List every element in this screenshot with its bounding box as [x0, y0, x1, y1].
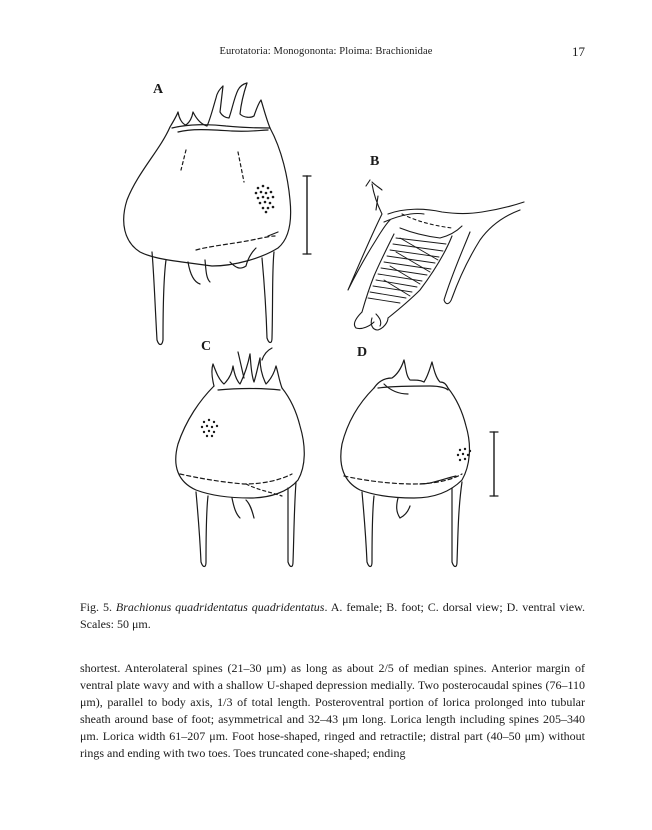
panel-b-drawing — [348, 180, 524, 330]
panel-c-drawing — [176, 348, 305, 567]
panel-a-drawing — [124, 83, 311, 345]
page-number: 17 — [572, 44, 585, 59]
caption-description: . A. female; B. foot; C. dorsal view; D. ventral view. Scales: 50 μm. — [80, 600, 586, 631]
panel-label-d: D — [357, 345, 368, 360]
caption-species-name: Brachionus quadridentatus quadridentatus — [115, 600, 325, 614]
panel-d-drawing — [341, 360, 498, 567]
running-head: Eurotatoria: Monogononta: Ploima: Brachionidae — [219, 46, 433, 57]
caption-figure-label: Fig. 5. — [80, 600, 112, 614]
panel-c-dots — [201, 419, 218, 437]
panel-label-b: B — [370, 154, 380, 169]
panel-label-a: A — [153, 82, 164, 97]
panel-label-c: C — [201, 339, 212, 354]
figure-caption — [80, 599, 585, 633]
panel-a-dots — [255, 185, 275, 214]
body-paragraph: shortest. Anterolateral spines (21–30 μm) as long as about 2/5 of median spines. Anterior margin of ventral plate wavy and with a shallow U-shaped depression medially. Two posterocaudal spines (76–110 μm), parallel to body axis, 1/3 of total length. Posteroventral portion of lorica prolonged into tubular sheath around base of foot; asymmetrical and 32–43 μm long. Lorica length including spines 205–340 μm. Lorica width 61–207 μm. Foot hose-shaped, ringed and retractile; distral part (40–50 μm) without rings and ending with two toes. Toes truncated cone-shaped; ending — [80, 661, 585, 760]
